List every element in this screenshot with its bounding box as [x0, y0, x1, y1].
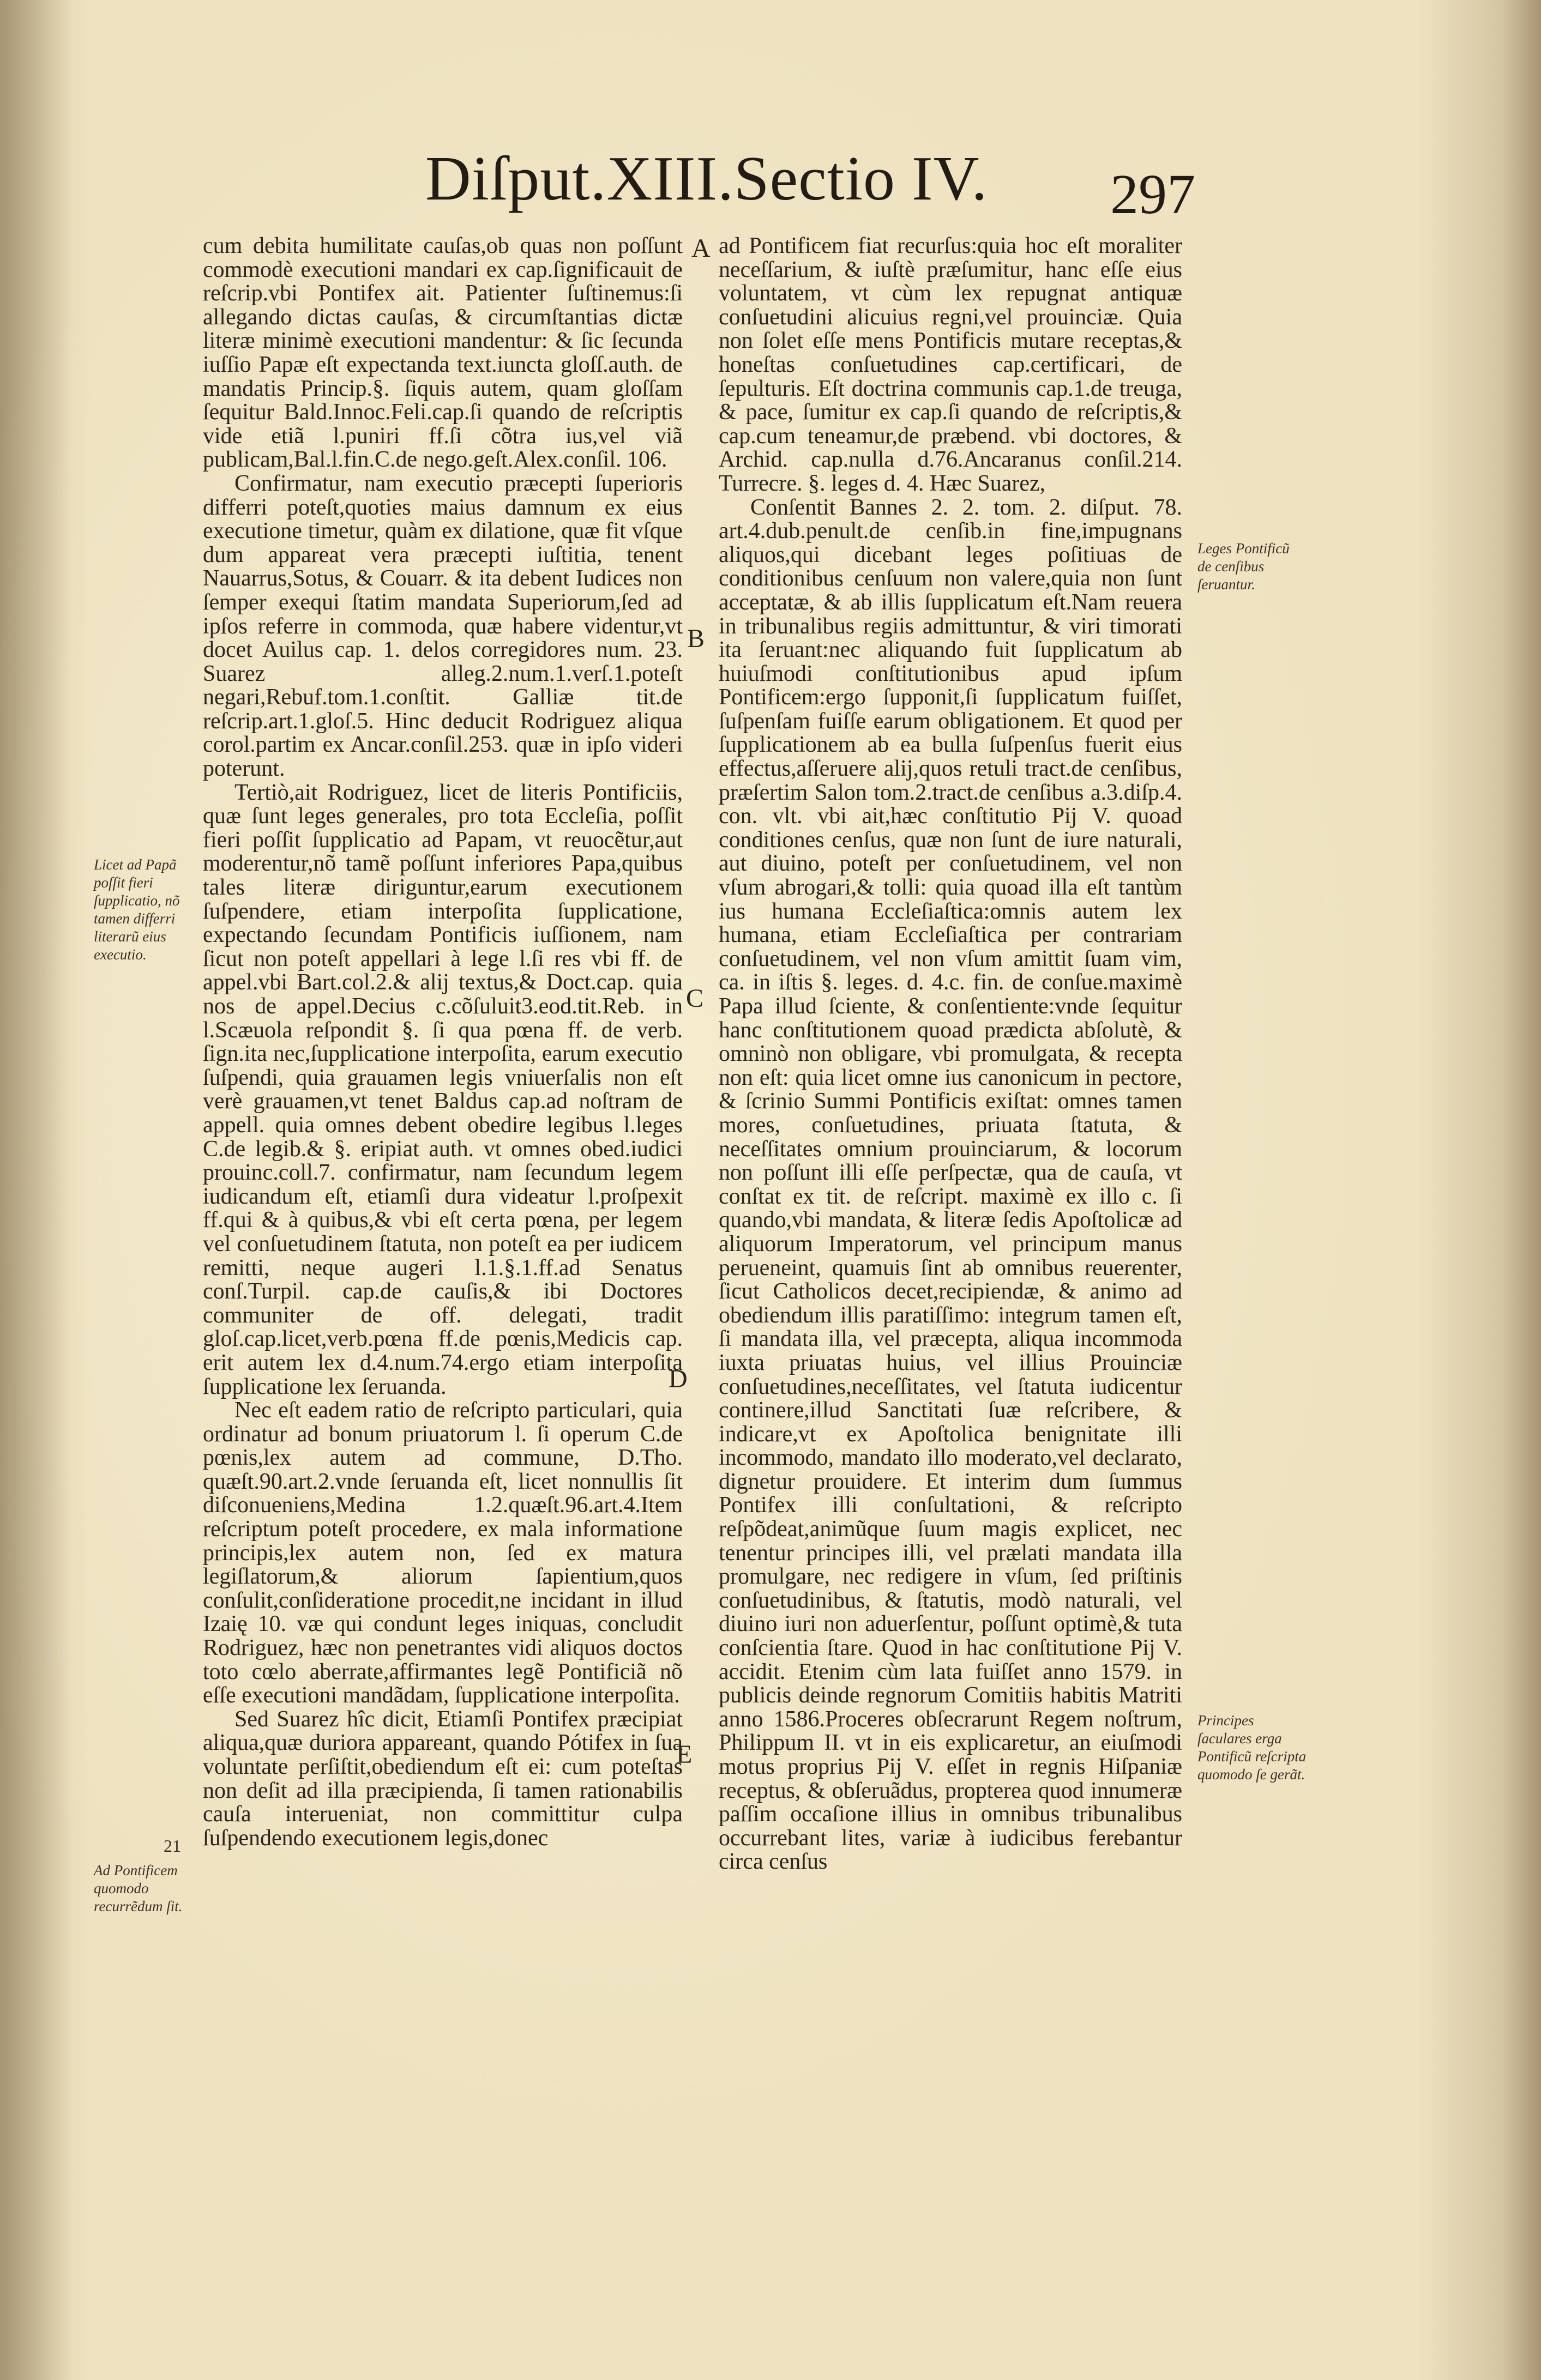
- right-margin-note-1: Leges Pontificũ de cenſibus ſeruantur.: [1197, 540, 1290, 593]
- section-letter-e: E: [676, 1740, 693, 1769]
- left-paragraph-4: Nec eſt eadem ratio de reſcripto particulari, quia ordinatur ad bonum priuatorum l. ſi operum C.de pœnis,lex autem ad commune, D.Tho. quæſt.90.art.2.vnde ſeruanda eſt, licet nonnullis ſit diſconueniens,Medina 1.2.quæſt.96.art.4.Item reſcriptum poteſt procedere, ex mala informatione principis,lex autem non, ſed ex matura legiſlatorum,& aliorum ſapientium,quos conſulit,conſideratione procedit,ne incidant in illud Izaię 10. væ qui condunt leges iniquas, concludit Rodriguez, hæc non penetrantes vidi aliquos doctos toto cœlo aberrate,affirmantes legẽ Pontificiã nõ eſſe executioni mandãdam, ſupplicatione interpoſita.: [203, 1398, 683, 1708]
- right-paragraph-1: ad Pontificem fiat recurſus:quia hoc eſt moraliter neceſſarium, & iuſtè præſumitur, hanc eſſe eius voluntatem, vt cùm lex repugnat antiquæ conſuetudini alicuius regni,vel prouinciæ. Quia non ſolet eſſe mens Pontificis mutare receptas,& honeſtas conſuetudines cap.certificari, de ſepulturis. Eſt doctrina communis cap.1.de treuga, & pace, ſumitur ex cap.ſi quando de reſcriptis,& cap.cum teneamur,de præbend. vbi doctores, & Archid. cap.nulla d.76.Ancaranus conſil.214. Turrecre. §. leges d. 4. Hæc Suarez,: [719, 233, 1182, 496]
- section-letter-d: D: [669, 1364, 688, 1393]
- left-paragraph-1: cum debita humilitate cauſas,ob quas non poſſunt commodè executioni mandari ex cap.ſignificauit de reſcrip.vbi Pontifex ait. Patienter ſuſtinemus:ſi allegando dictas cauſas, & circumſtantias dictæ literæ minimè executioni mandentur: & ſic ſecunda iuſſio Papæ eſt expectanda text.iuncta gloſſ.auth. de mandatis Princip.§. ſiquis autem, quam gloſſam ſequitur Bald.Innoc.Feli.cap.ſi quando de reſcriptis vide etiã l.puniri ff.ſi cõtra ius,vel viã publicam,Bal.l.fin.C.de nego.geſt.Alex.conſil. 106.: [203, 233, 683, 473]
- left-paragraph-3: Tertiò,ait Rodriguez, licet de literis Pontificiis, quæ ſunt leges generales, pro tota Eccleſia, poſſit fieri poſſit ſupplicatio ad Papam, vt reuocẽtur,aut moderentur,nõ tamẽ poſſunt inferiores Papa,quibus tales literæ diriguntur,earum executionem ſuſpendere, etiam interpoſita ſupplicatione, expectando ſecundam Pontificis iuſſionem, nam ſicut non poteſt appellari à lege l.ſi res vbi ff. de appel.vbi Bart.col.2.& alij textus,& Doct.cap. quia nos de appel.Decius c.cõſuluit3.eod.tit.Reb. in l.Scæuola reſpondit §. ſi qua pœna ff. de verb. ſign.ita nec,ſupplicatione interpoſita, earum executio ſuſpendi, quia grauamen legis vniuerſalis non eſt verè grauamen,vt tenet Baldus cap.ad noſtram de appell. quia omnes debent obedire legibus l.leges C.de legib.& §. eripiat auth. vt omnes obed.iudici prouinc.coll.7. confirmatur, nam ſecundum legem iudicandum eſt, etiamſi dura videatur l.proſpexit ff.qui & à quibus,& vbi eſt certa pœna, per legem vel conſuetudinem ſtatuta, non poteſt ea per iudicem remitti, neque augeri l.1.§.1.ff.ad Senatus conſ.Turpil. cap.de cauſis,& ibi Doctores communiter de off. delegati, tradit gloſ.cap.licet,verb.pœna ff.de pœnis,Medicis cap. erit autem lex d.4.num.74.ergo etiam interpoſita ſupplicatione lex ſeruanda.: [203, 780, 683, 1399]
- section-letter-a: A: [691, 234, 711, 263]
- section-letter-c: C: [686, 984, 704, 1013]
- left-paragraph-2: Confirmatur, nam executio præcepti ſuperioris differri poteſt,quoties maius damnum ex eius executione timetur, quàm ex dilatione, quæ fit vſque dum appareat vera præcepti iuſtitia, tenent Nauarrus,Sotus, & Couarr. & ita debent Iudices non ſemper exequi ſtatim mandata Superiorum,ſed ad ipſos referre in commoda, quæ habere videntur,vt docet Auilus cap. 1. delos corregidores num. 23. Suarez alleg.2.num.1.verſ.1.poteſt negari,Rebuf.tom.1.conſtit. Galliæ tit.de reſcrip.art.1.gloſ.5. Hinc deducit Rodriguez aliqua corol.partim ex Ancar.conſil.253. quæ in ipſo videri poterunt.: [203, 470, 683, 782]
- right-margin-note-2: Principes ſaculares erga Pontificũ reſcripta quomodo ſe gerãt.: [1197, 1712, 1307, 1783]
- page-number: 297: [1110, 163, 1195, 226]
- binding-gutter-shadow: [0, 0, 71, 2380]
- left-paragraph-5: Sed Suarez hîc dicit, Etiamſi Pontifex præcipiat aliqua,quæ duriora appareant, quando Pótifex in ſua voluntate perſiſtit,obediendum eſt ei: cum poteſtas non deſit ad illa præcipienda, ſi tamen rationabilis cauſa interueniat, non committitur culpa ſuſpendendo executionem legis,donec: [203, 1706, 683, 1851]
- left-margin-note-1: Licet ad Papã poſſit fieri ſupplicatio, nõ tamen differri literarũ eius executio.: [94, 856, 180, 963]
- left-column: [203, 234, 683, 1850]
- right-column: [719, 234, 1182, 1874]
- section-letter-b: B: [687, 624, 705, 653]
- running-head: Diſput.XIII.Sectio IV.: [425, 144, 988, 214]
- left-margin-note-2: Ad Pontificem quomodo recurrẽdum ſit.: [94, 1862, 183, 1914]
- left-margin-number: 21: [164, 1836, 181, 1856]
- right-paragraph-2: Conſentit Bannes 2. 2. tom. 2. diſput. 78. art.4.dub.penult.de cenſib.in fine,impugnans aliquos,qui dicebant leges poſitiuas de conditionibus cenſuum non valere,quia non ſunt acceptatæ, & ab illis ſupplicatum eſt.Nam reuera in tribunalibus regiis admittuntur, & viri timorati ita ſeruant:nec aliquando fuit ſupplicatum ab huiuſmodi conſtitutionibus apud ipſum Pontificem:ergo ſupponit,ſi ſupplicatum fuiſſet, ſuſpenſam fuiſſe earum obligationem. Et quod per ſupplicationem ab ea bulla ſuſpenſus fuerit eius effectus,aſſeruere alij,quos retuli tract.de cenſibus, præſertim Salon tom.2.tract.de cenſibus a.3.diſp.4. con. vlt. vbi ait,hæc conſtitutio Pij V. quoad conditiones cenſus, quæ non ſunt de iure naturali, aut diuino, poteſt per conſuetudinem, vel non vſum abrogari,& tolli: quia quoad illa eſt tantùm ius humana Eccleſiaſtica:omnis autem lex humana, etiam Eccleſiaſtica per contrariam conſuetudinem, vel non vſum amittit ſuam vim, ca. in iſtis §. leges. d. 4.c. fin. de conſue.maximè Papa illud ſciente, & conſentiente:vnde ſequitur hanc conſtitutionem quoad prædicta abſolutè, & omninò non obligare, vbi promulgata, & recepta non eſt: quia licet omne ius canonicum in pectore, & ſcrinio Summi Pontificis exiſtat: omnes tamen mores, conſuetudines, priuata ſtatuta, & neceſſitates omnium prouinciarum, & locorum non poſſunt illi eſſe perſpectæ, qua de cauſa, vt conſtat ex tit. de reſcript. maximè ex illo c. ſi quando,vbi mandata, & literæ ſedis Apoſtolicæ ad aliquorum Imperatorum, vel principum manus perueneint, quamuis ſint ab omnibus reuerenter, ſicut Catholicos decet,recipiendæ, & animo ad obediendum illis paratiſſimo: integrum tamen eſt, ſi mandata illa, vel præcepta, aliqua incommoda iuxta priuatas huius, vel illius Prouinciæ conſuetudines,neceſſitates, vel ſtatuta iudicentur continere,illud Sanctitati ſuæ reſcribere, & indicare,vt ex Apoſtolica benignitate illi incommodo, mandato illo moderato,vel declarato, dignetur prouidere. Et interim dum ſummus Pontifex illi conſultationi, & reſcripto reſpõdeat,animũque ſuum magis explicet, nec tenentur principes illi, vel prælati mandata illa promulgare, nec redigere in vſum, ſed priſtinis conſuetudinibus, & ſtatutis, modò naturali, vel diuino iuri non aduerſentur, poſſunt optimè,& tuta conſcientia ſtare. Quod in hac conſtitutione Pij V. accidit. Etenim cùm lata fuiſſet anno 1579. in publicis deinde regnorum Comitiis habitis Matriti anno 1586.Proceres obſecrarunt Regem noſtrum, Philippum II. vt in eis explicaretur, an eiuſmodi motus proprius Pij V. eſſet in regnis Hiſpaniæ receptus, & obſeruãdus, propterea quod innumeræ paſſim occaſione illius in omnibus tribunalibus occurrebant lites, variæ à iudicibus ferebantur circa cenſus: [719, 494, 1182, 1875]
- page-edge-stain: [1503, 0, 1541, 2380]
